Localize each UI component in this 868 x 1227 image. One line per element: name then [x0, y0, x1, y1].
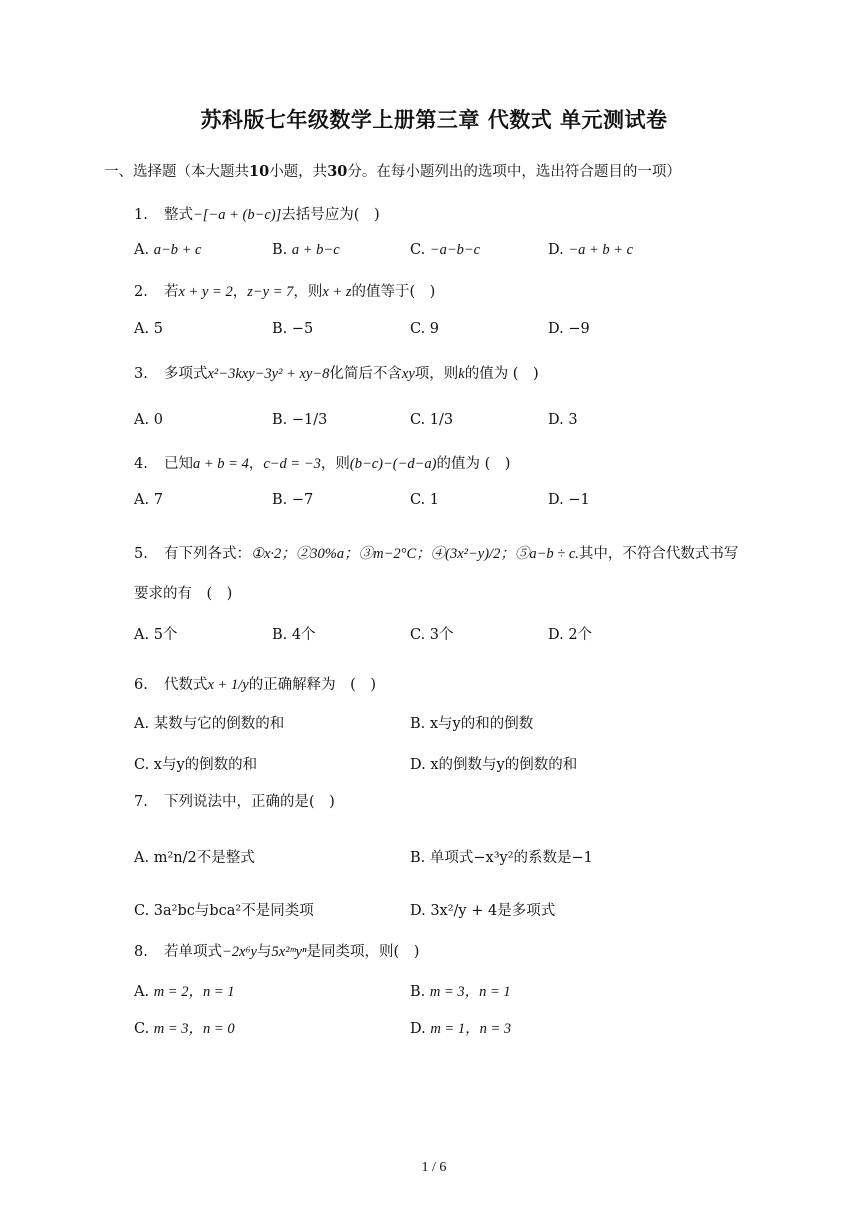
option-text: m = 2，n = 1 [153, 984, 235, 1000]
question-text: 项，则 [414, 366, 459, 382]
option-label: D. [548, 627, 564, 643]
option-a[interactable] [134, 492, 163, 508]
math-expression: xy [401, 366, 415, 382]
option-text: 4个 [291, 627, 316, 643]
option-d[interactable] [548, 412, 578, 428]
option-label: C. [410, 627, 426, 643]
option-label: C. [410, 492, 426, 508]
option-label: B. [272, 242, 288, 258]
option-b[interactable] [272, 623, 316, 644]
option-label: D. [548, 242, 564, 258]
option-c[interactable] [410, 412, 453, 428]
option-text: 3a²bc与bca²不是同类项 [153, 903, 314, 919]
question-7 [134, 790, 335, 811]
question-5 [134, 542, 738, 563]
option-label: A. [134, 412, 150, 428]
option-label: C. [134, 1021, 150, 1037]
question-text: 代数式 [164, 677, 208, 693]
option-text: 5个 [153, 627, 178, 643]
option-c[interactable] [410, 321, 439, 337]
math-expression: (b−c)−(−d−a) [349, 456, 437, 472]
option-label: D. [410, 903, 426, 919]
list-item: ④(3x²−y)/2； [430, 546, 515, 562]
option-label: A. [134, 492, 150, 508]
question-text: 整式 [164, 207, 193, 223]
option-label: B. [410, 716, 426, 732]
list-item: ⑤a−b ÷ c. [514, 546, 579, 562]
section-prefix: 一、选择题（本大题共 [104, 164, 249, 180]
question-text: 下列说法中，正确的是( ) [164, 794, 335, 810]
option-text: m = 1，n = 3 [430, 1021, 512, 1037]
option-b[interactable] [410, 712, 533, 733]
question-1 [134, 203, 380, 224]
question-text: 的值为 ( ) [464, 366, 539, 382]
option-text: −5 [291, 321, 314, 337]
option-d[interactable] [548, 321, 590, 337]
option-c[interactable] [410, 242, 480, 259]
question-text: ，则 [293, 284, 323, 300]
option-a[interactable] [134, 846, 255, 867]
option-label: A. [134, 242, 150, 258]
option-a[interactable] [134, 980, 235, 1001]
question-text: 是同类项，则( ) [306, 944, 420, 960]
option-a[interactable] [134, 412, 163, 428]
option-c[interactable] [410, 492, 439, 508]
list-item: ②30%a； [295, 546, 359, 562]
option-b[interactable] [272, 412, 327, 428]
math-expression: x + z [322, 284, 352, 300]
section-heading [104, 160, 824, 181]
question-text: ， [248, 456, 264, 472]
question-text: 有下列各式： [164, 546, 251, 562]
question-5-continuation [134, 582, 232, 603]
option-label: A. [134, 850, 150, 866]
option-label: C. [134, 757, 150, 773]
list-item: ③m−2°C； [358, 546, 431, 562]
section-count: 10 [249, 163, 270, 180]
option-label: B. [410, 984, 426, 1000]
question-3 [134, 362, 539, 383]
question-number: 6. [134, 677, 148, 693]
option-label: A. [134, 627, 150, 643]
option-text: 某数与它的倒数的和 [153, 716, 285, 732]
option-label: D. [410, 757, 426, 773]
option-text: −1/3 [291, 412, 328, 428]
question-number: 7. [134, 794, 148, 810]
option-label: C. [410, 321, 426, 337]
option-text: −1 [568, 492, 590, 508]
math-expression: −2x⁶y [222, 944, 257, 960]
option-text: −7 [291, 492, 314, 508]
option-text: x的倒数与y的倒数的和 [430, 757, 578, 773]
question-number: 4. [134, 456, 148, 472]
option-a[interactable] [134, 242, 201, 259]
question-text: 若单项式 [164, 944, 222, 960]
option-label: A. [134, 716, 150, 732]
option-c[interactable] [410, 623, 454, 644]
math-expression: 5x²ᵐyⁿ [271, 944, 307, 960]
section-mid: 小题，共 [269, 164, 328, 180]
question-text: 与 [256, 944, 272, 960]
option-d[interactable] [548, 492, 590, 508]
option-d[interactable] [410, 899, 555, 920]
option-label: D. [548, 492, 564, 508]
math-expression: a + b = 4 [193, 456, 249, 472]
option-d[interactable] [410, 753, 577, 774]
option-b[interactable] [272, 242, 340, 259]
option-text: 3个 [429, 627, 454, 643]
list-item: ①x·2； [251, 546, 296, 562]
option-text: 单项式−x³y²的系数是−1 [429, 850, 593, 866]
option-b[interactable] [272, 321, 313, 337]
question-text: ，则 [320, 456, 350, 472]
option-label: B. [272, 321, 288, 337]
section-suffix: 分。在每小题列出的选项中，选出符合题目的一项） [347, 164, 681, 180]
option-label: B. [272, 412, 288, 428]
question-number: 5. [134, 546, 148, 562]
option-text: 9 [429, 321, 440, 337]
option-text: −9 [568, 321, 590, 337]
question-number: 8. [134, 944, 148, 960]
question-4 [134, 452, 510, 473]
question-text: 的值等于( ) [351, 284, 436, 300]
question-8 [134, 940, 419, 961]
option-label: B. [272, 492, 288, 508]
option-text: m = 3，n = 1 [429, 984, 511, 1000]
option-label: C. [134, 903, 150, 919]
question-text: ， [232, 284, 248, 300]
option-c[interactable] [134, 753, 257, 774]
question-number: 3. [134, 366, 148, 382]
option-label: A. [134, 321, 150, 337]
option-b[interactable] [410, 846, 593, 867]
option-label: A. [134, 984, 150, 1000]
option-text: −a + b + c [568, 242, 634, 258]
question-text: 去括号应为( ) [281, 207, 380, 223]
option-text: 3x²/y + 4是多项式 [430, 903, 556, 919]
question-text: 要求的有 ( ) [134, 586, 233, 602]
option-d[interactable] [410, 1017, 511, 1038]
option-text: a−b + c [153, 242, 202, 258]
option-label: B. [272, 627, 288, 643]
question-text: 的正确解释为 ( ) [248, 677, 377, 693]
option-text: 2个 [568, 627, 593, 643]
option-label: C. [410, 242, 426, 258]
option-text: −a−b−c [429, 242, 481, 258]
option-text: 5 [153, 321, 163, 337]
page-title: 苏科版七年级数学上册第三章 代数式 单元测试卷 [200, 107, 668, 132]
option-label: B. [410, 850, 426, 866]
math-expression: x + y = 2 [178, 284, 233, 300]
option-b[interactable] [272, 492, 313, 508]
option-label: D. [548, 412, 564, 428]
option-label: D. [410, 1021, 426, 1037]
option-a[interactable] [134, 623, 177, 644]
math-expression: x + 1/y [207, 677, 249, 693]
question-number: 2. [134, 284, 148, 300]
question-number: 1. [134, 207, 148, 223]
section-points: 30 [327, 163, 348, 180]
option-d[interactable] [548, 623, 592, 644]
question-text: 已知 [164, 456, 193, 472]
option-d[interactable] [548, 242, 633, 259]
question-2 [134, 280, 435, 301]
option-a[interactable] [134, 321, 163, 337]
option-text: a + b−c [291, 242, 340, 258]
math-expression: z−y = 7 [247, 284, 294, 300]
option-text: 3 [568, 412, 578, 428]
option-text: 1/3 [429, 412, 454, 428]
option-text: x与y的和的倒数 [429, 716, 534, 732]
question-text: 多项式 [164, 366, 208, 382]
option-c[interactable] [134, 899, 314, 920]
question-text: 其中，不符合代数式书写 [578, 546, 739, 562]
option-text: 0 [153, 412, 163, 428]
math-expression: x²−3kxy−3y² + xy−8 [207, 366, 330, 382]
math-expression: c−d = −3 [263, 456, 321, 472]
question-text: 若 [164, 284, 179, 300]
page-number: 1 / 6 [421, 1160, 447, 1175]
option-text: 7 [153, 492, 163, 508]
question-6 [134, 673, 376, 694]
question-text: 化简后不含 [329, 366, 402, 382]
option-label: D. [548, 321, 564, 337]
option-c[interactable] [134, 1017, 235, 1038]
math-expression: k [458, 366, 465, 382]
option-text: m = 3，n = 0 [153, 1021, 235, 1037]
option-text: 1 [429, 492, 440, 508]
option-text: m²n/2不是整式 [153, 850, 255, 866]
option-a[interactable] [134, 712, 284, 733]
option-b[interactable] [410, 980, 511, 1001]
question-text: 的值为 ( ) [436, 456, 511, 472]
option-label: C. [410, 412, 426, 428]
math-expression: −[−a + (b−c)] [193, 207, 282, 223]
option-text: x与y的倒数的和 [153, 757, 258, 773]
